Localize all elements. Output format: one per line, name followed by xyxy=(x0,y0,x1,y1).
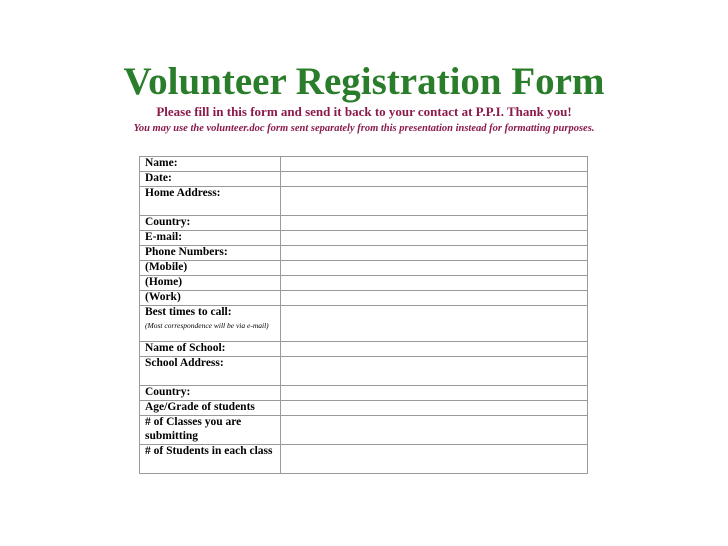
school-name-label: Name of School: xyxy=(140,342,281,357)
classes-label: # of Classes you are submitting xyxy=(140,416,281,445)
form-row-home-address xyxy=(140,187,588,216)
phone-numbers-field[interactable] xyxy=(281,246,588,261)
email-field[interactable] xyxy=(281,231,588,246)
form-row-school-name xyxy=(140,342,588,357)
country-label: Country: xyxy=(140,216,281,231)
age-grade-field[interactable] xyxy=(281,401,588,416)
name-label: Name: xyxy=(140,157,281,172)
school-name-field[interactable] xyxy=(281,342,588,357)
school-country-label: Country: xyxy=(140,386,281,401)
mobile-field[interactable] xyxy=(281,261,588,276)
school-address-field[interactable] xyxy=(281,357,588,386)
date-label: Date: xyxy=(140,172,281,187)
form-row-home-phone xyxy=(140,276,588,291)
home-phone-field[interactable] xyxy=(281,276,588,291)
formatting-note: You may use the volunteer.doc form sent separately from this presentation instead for formatting purposes. xyxy=(133,123,595,134)
form-row-school-address xyxy=(140,357,588,386)
page-subtitle: Please fill in this form and send it back to your contact at P.P.I. Thank you! xyxy=(156,104,572,119)
mobile-label: (Mobile) xyxy=(140,261,281,276)
registration-form-table xyxy=(139,156,588,474)
form-row-name xyxy=(140,157,588,172)
school-address-label: School Address: xyxy=(140,357,281,386)
best-times-note: (Most correspondence will be via e-mail) xyxy=(145,320,269,330)
form-row-date xyxy=(140,172,588,187)
form-row-email xyxy=(140,231,588,246)
classes-field[interactable] xyxy=(281,416,588,445)
country-field[interactable] xyxy=(281,216,588,231)
school-country-field[interactable] xyxy=(281,386,588,401)
form-row-students xyxy=(140,445,588,474)
age-grade-label: Age/Grade of students xyxy=(140,401,281,416)
form-row-best-times xyxy=(140,306,588,342)
form-row-country xyxy=(140,216,588,231)
page-title: Volunteer Registration Form xyxy=(123,60,605,103)
form-row-work-phone xyxy=(140,291,588,306)
form-row-age-grade xyxy=(140,401,588,416)
form-row-school-country xyxy=(140,386,588,401)
students-field[interactable] xyxy=(281,445,588,474)
email-label: E-mail: xyxy=(140,231,281,246)
phone-numbers-label: Phone Numbers: xyxy=(140,246,281,261)
best-times-label-text: Best times to call: xyxy=(145,306,232,318)
home-address-field[interactable] xyxy=(281,187,588,216)
work-phone-field[interactable] xyxy=(281,291,588,306)
form-row-phone-numbers xyxy=(140,246,588,261)
home-address-label: Home Address: xyxy=(140,187,281,216)
date-field[interactable] xyxy=(281,172,588,187)
form-row-classes xyxy=(140,416,588,445)
work-phone-label: (Work) xyxy=(140,291,281,306)
form-row-mobile xyxy=(140,261,588,276)
best-times-label xyxy=(140,306,281,342)
name-field[interactable] xyxy=(281,157,588,172)
best-times-field[interactable] xyxy=(281,306,588,342)
home-phone-label: (Home) xyxy=(140,276,281,291)
students-label: # of Students in each class xyxy=(140,445,281,474)
